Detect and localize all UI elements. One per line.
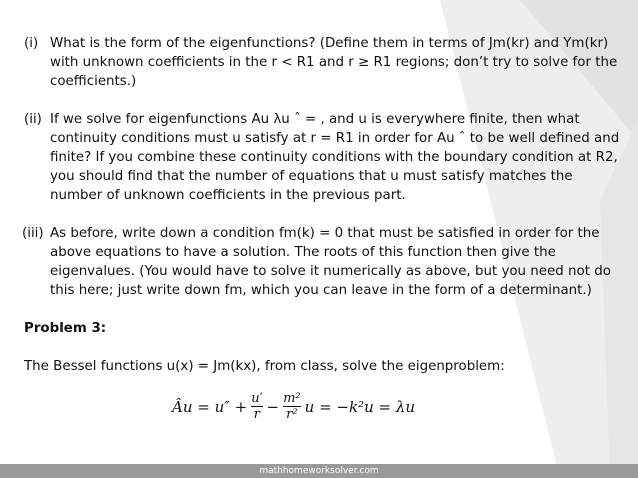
question-number: (i) (24, 36, 39, 51)
eigen-equation (172, 391, 415, 422)
question-text: As before, write down a condition fm(k) = 0 that must be satisfied in order for the above equations to have a solution. The roots of this function then give the eigenvalues. (You would have to solve it numerically as above, but you need not do this here; just write down fm, which you can leave in the form of a determinant.) (50, 226, 611, 298)
question-number: (iii) (22, 226, 44, 241)
question-iii (0, 224, 638, 300)
equation-lhs: Âu = u″ + (172, 397, 248, 416)
question-text: What is the form of the eigenfunctions? (Define them in terms of Jm(kr) and Ym(kr) with unknown coefficients in the r < R1 and r ≥ R1 regions; don’t try to solve for the coefficients.) (50, 36, 618, 89)
problem-text: The Bessel functions u(x) = Jm(kx), from class, solve the eigenproblem: (24, 359, 505, 374)
question-i (0, 34, 638, 91)
question-number: (ii) (24, 112, 42, 127)
document-body (0, 34, 638, 376)
question-text: If we solve for eigenfunctions Au λu ˆ = , and u is everywhere finite, then what continuity conditions must u satisfy at r = R1 in order for Au ˆ to be well defined and finite? If you combine these continuity conditions with the boundary condition at R2, you should find that the number of equations that u must satisfy matches the number of unknown coefficients in the previous part. (50, 112, 620, 203)
fraction-u-prime-over-r (251, 391, 262, 422)
equation-minus: − (266, 397, 280, 416)
fraction-denominator: r (253, 407, 260, 422)
fraction-numerator: u′ (251, 391, 263, 406)
fraction-denominator: r² (286, 407, 298, 422)
footer-watermark: mathhomeworksolver.com (259, 466, 379, 476)
fraction-numerator: m² (283, 391, 301, 406)
equation-rhs: u = −k²u = λu (304, 397, 416, 416)
problem-heading: Problem 3: (24, 321, 107, 336)
question-ii (0, 110, 638, 205)
fraction-m2-over-r2 (283, 391, 301, 422)
